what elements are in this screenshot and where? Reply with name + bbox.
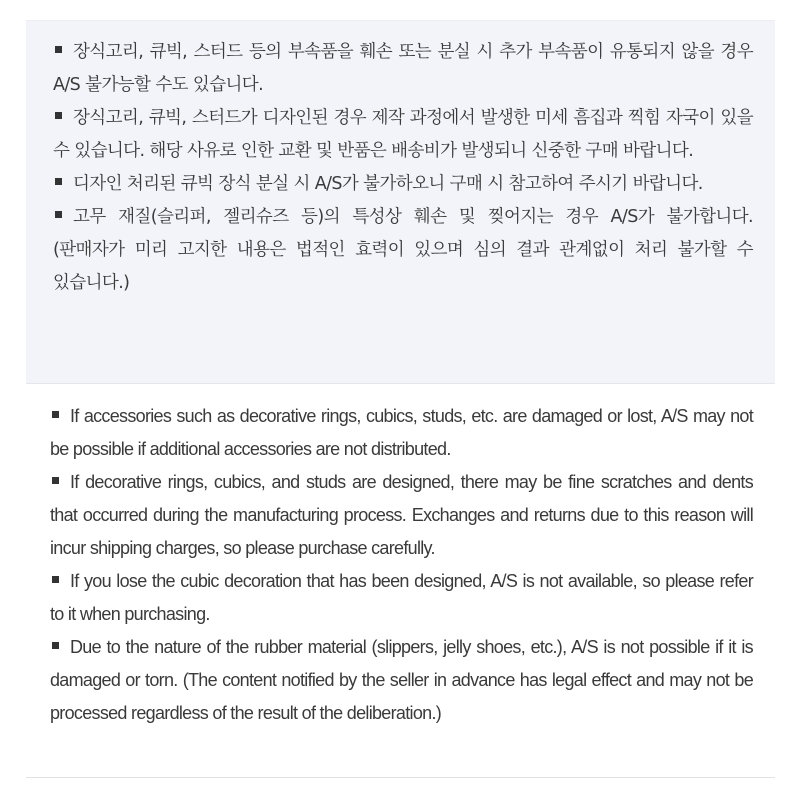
english-notice-item (50, 565, 753, 631)
bullet-square-icon (55, 178, 62, 185)
korean-notice-item (53, 201, 753, 300)
korean-notice-text: 장식고리, 큐빅, 스터드가 디자인된 경우 제작 과정에서 발생한 미세 흠집과 찍힘 자국이 있을 수 있습니다. 해당 사유로 인한 교환 및 반품은 배송비가 발생되니 신중한 구매 바랍니다. (53, 108, 753, 161)
korean-notice-item (53, 168, 753, 201)
korean-notice-text: 고무 재질(슬리퍼, 젤리슈즈 등)의 특성상 훼손 및 찢어지는 경우 A/S가 불가합니다. (판매자가 미리 고지한 내용은 법적인 효력이 있으며 심의 결과 관계없이 처리 불가할 수 있습니다.) (53, 207, 753, 293)
english-notice-item (50, 631, 753, 730)
english-notice-text: If you lose the cubic decoration that has been designed, A/S is not available, so please refer to it when purchasing. (50, 571, 753, 624)
korean-notice-item (53, 36, 753, 102)
korean-notice-text: 장식고리, 큐빅, 스터드 등의 부속품을 훼손 또는 분실 시 추가 부속품이 유통되지 않을 경우 A/S 불가능할 수도 있습니다. (53, 42, 753, 95)
bullet-square-icon (52, 477, 59, 484)
korean-notice-item (53, 102, 753, 168)
bullet-square-icon (55, 46, 62, 53)
korean-notice-section (26, 20, 775, 384)
english-notice-text: Due to the nature of the rubber material (slippers, jelly shoes, etc.), A/S is not possible if it is damaged or torn. (The content notified by the seller in advance has legal effect and may not be processed regardless of the result of the deliberation.) (50, 637, 753, 723)
bullet-square-icon (52, 576, 59, 583)
korean-notice-text: 디자인 처리된 큐빅 장식 분실 시 A/S가 불가하오니 구매 시 참고하여 주시기 바랍니다. (73, 174, 703, 194)
english-notice-text: If accessories such as decorative rings, cubics, studs, etc. are damaged or lost, A/S may not be possible if additional accessories are not distributed. (50, 406, 753, 459)
bullet-square-icon (55, 211, 62, 218)
bullet-square-icon (55, 112, 62, 119)
english-notice-section (26, 385, 775, 778)
bullet-square-icon (52, 642, 59, 649)
english-notice-text: If decorative rings, cubics, and studs are designed, there may be fine scratches and dents that occurred during the manufacturing process. Exchanges and returns due to this reason will incur shipping charges, so please purchase carefully. (50, 472, 753, 558)
bullet-square-icon (52, 411, 59, 418)
english-notice-item (50, 400, 753, 466)
english-notice-item (50, 466, 753, 565)
